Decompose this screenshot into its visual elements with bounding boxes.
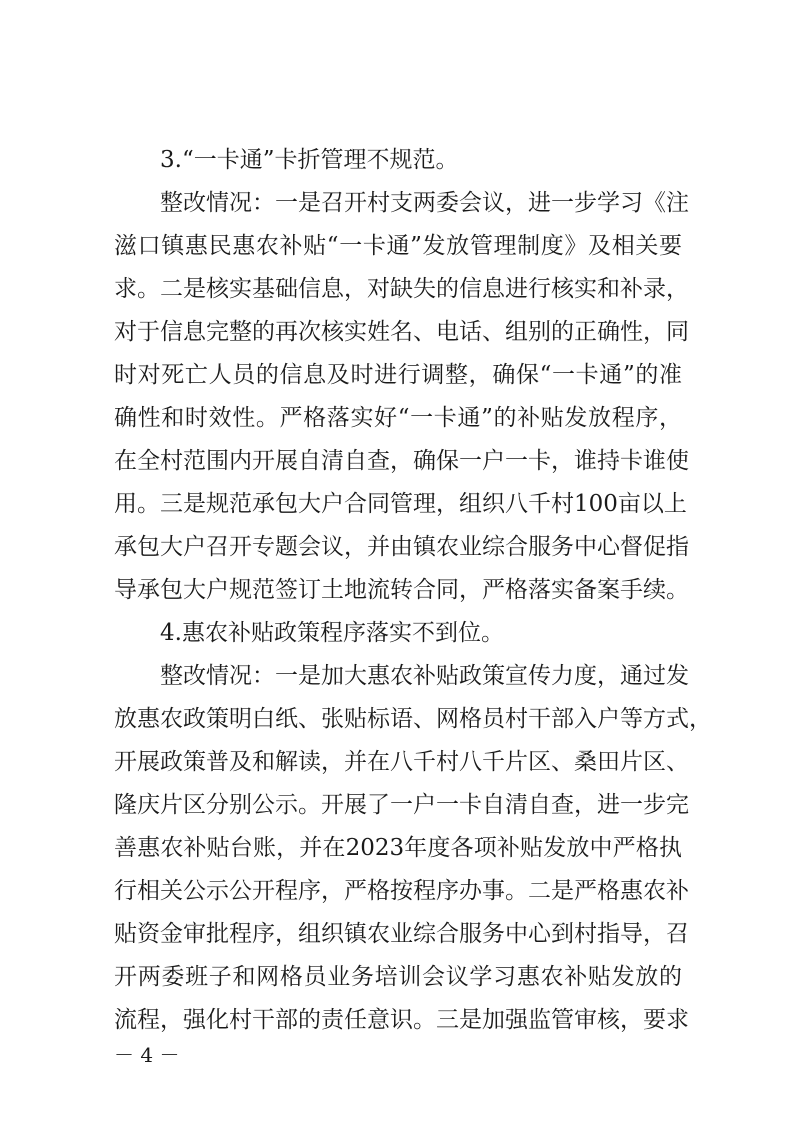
paragraph-line: 开两委班子和网格员业务培训会议学习惠农补贴发放的 [114, 964, 682, 990]
paragraph-line: 在全村范围内开展自清自查，确保一户一卡，谁持卡谁使 [114, 448, 689, 474]
paragraph-line: 开展政策普及和解读，并在八千村八千片区、桑田片区、 [114, 749, 689, 775]
paragraph-line: 善惠农补贴台账，并在2023年度各项补贴发放中严格执 [114, 835, 682, 861]
paragraph-line: 行相关公示公开程序，严格按程序办事。二是严格惠农补 [114, 878, 689, 904]
section-heading-4: 4.惠农补贴政策程序落实不到位。 [160, 620, 504, 646]
paragraph-line: 滋口镇惠民惠农补贴“一卡通”发放管理制度》及相关要 [114, 233, 682, 259]
page-number: － 4 － [114, 1043, 180, 1067]
paragraph-line: 时对死亡人员的信息及时进行调整，确保“一卡通”的准 [114, 362, 682, 388]
paragraph-line: 贴资金审批程序，组织镇农业综合服务中心到村指导，召 [114, 921, 689, 947]
paragraph-line: 用。三是规范承包大户合同管理，组织八千村100亩以上 [114, 491, 687, 517]
paragraph-line: 隆庆片区分别公示。开展了一户一卡自清自查，进一步完 [114, 792, 689, 818]
paragraph-line: 导承包大户规范签订土地流转合同，严格落实备案手续。 [114, 577, 689, 603]
paragraph-line: 承包大户召开专题会议，并由镇农业综合服务中心督促指 [114, 534, 689, 560]
paragraph-line: 流程，强化村干部的责任意识。三是加强监管审核，要求 [114, 1007, 689, 1033]
paragraph-line: 对于信息完整的再次核实姓名、电话、组别的正确性，同 [114, 319, 689, 345]
section-heading-3: 3.“一卡通”卡折管理不规范。 [160, 147, 459, 173]
paragraph-line: 整改情况：一是召开村支两委会议，进一步学习《注 [160, 190, 689, 216]
paragraph-line: 整改情况：一是加大惠农补贴政策宣传力度，通过发 [160, 663, 689, 689]
paragraph-line: 求。二是核实基础信息，对缺失的信息进行核实和补录， [114, 276, 689, 302]
paragraph-line: 确性和时效性。严格落实好“一卡通”的补贴发放程序， [114, 405, 682, 431]
paragraph-line: 放惠农政策明白纸、张贴标语、网格员村干部入户等方式， [114, 706, 712, 732]
